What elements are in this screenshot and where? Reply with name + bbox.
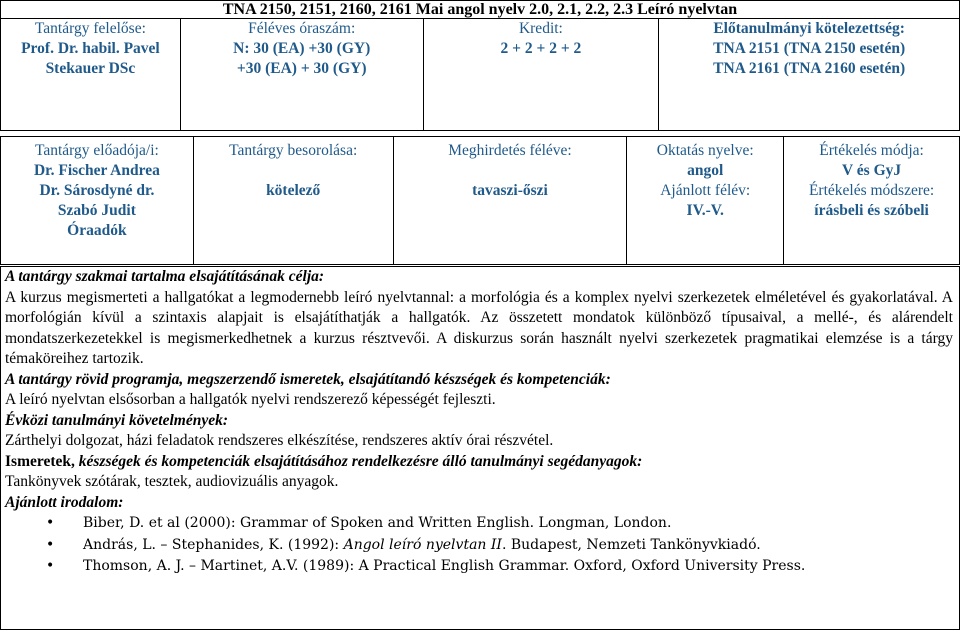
reference-item-3 [5,556,953,578]
cel-text: A kurzus megismerteti a hallgatókat a legmodernebb leíró nyelvtannal: a morfológia és a komplex nyelvi szerkezetek elméletével és gyakorlatával. A morfológián kívül a szintaxis alapjait is elsajátíthatják a hallgatók. Az összetett mondatok különböző típusaival, a mellé-, és alárendelt mondatszerkezetekkel is megismerkedhetnek a kurzus résztvevői. A diskurzus során használt nyelvi szerkezetek pragmatikai elemzése is a tárgy témaköreihez tartozik. [5,288,953,367]
eloado-name-4: Óraadók [67,222,127,239]
segedanyag-heading [5,452,953,473]
elotanulmany-value-2: TNA 2161 (TNA 2160 esetén) [713,60,906,77]
oraszam-value-2: +30 (EA) + 30 (GY) [236,60,367,77]
meghirdetes-cell [393,137,627,265]
elotanulmany-label: Előtanulmányi kötelezettség: [713,20,905,37]
kredit-cell [423,19,659,131]
meghirdetes-label: Meghirdetés féléve: [448,142,572,159]
bullet-icon: • [46,536,55,553]
segedanyag-heading-rest: készségek és kompetenciák elsajátításához rendelkezésre álló tanulmányi segédanyagok: [74,452,643,470]
header-table [0,0,960,131]
ertekeles-value: V és GyJ [842,162,902,179]
program-heading: A tantárgy rövid programja, megszerzendő ismeretek, elsajátítandó készségek és kompetenciák: [5,370,611,388]
eloado-label: Tantárgy előadója/i: [34,142,159,159]
modszer-value: írásbeli és szóbeli [814,202,929,219]
irodalom-heading: Ajánlott irodalom: [5,493,124,511]
oraszam-cell [180,19,423,131]
oraszam-value-1: N: 30 (EA) +30 (GY) [233,40,371,57]
reference-item-1 [5,513,953,535]
nyelv-cell [627,137,784,265]
evkozi-heading: Évközi tanulmányi követelmények: [5,411,229,429]
reference-text-2-pre: András, L. – Stephanides, K. (1992): [83,536,344,553]
bullet-icon: • [46,558,55,574]
nyelv-value: angol [687,162,724,179]
cel-heading: A tantárgy szakmai tartalma elsajátításának célja: [5,268,325,285]
felelos-cell [1,19,181,131]
eloado-cell [1,137,194,265]
segedanyag-text: Tankönyvek szótárak, tesztek, audiovizuális anyagok. [5,473,339,490]
evkozi-text: Zárthelyi dolgozat, házi feladatok rendszeres elkészítése, rendszeres aktív órai részvétel. [5,432,554,449]
besorolas-cell [193,137,393,265]
program-text: A leíró nyelvtan elsősorban a hallgatók nyelvi rendszerező képességét fejleszti. [5,391,496,408]
besorolas-label: Tantárgy besorolása: [229,142,358,159]
besorolas-value: kötelező [266,182,321,199]
ajanlott-value: IV.-V. [686,202,724,219]
felelos-name-2: Stekauer DSc [45,60,136,77]
elotanulmany-cell [659,19,960,131]
meghirdetes-value: tavaszi-őszi [472,182,548,199]
felelos-label: Tantárgy felelőse: [34,20,146,37]
segedanyag-heading-bold: Ismeretek, [5,452,75,470]
kredit-value: 2 + 2 + 2 + 2 [500,40,582,57]
modszer-label: Értékelés módszere: [808,182,935,199]
course-title: TNA 2150, 2151, 2160, 2161 Mai angol nyelv 2.0, 2.1, 2.2, 2.3 Leíró nyelvtan [1,1,960,19]
reference-text-3: Thomson, A. J. – Martinet, A.V. (1989): A Practical English Grammar. Oxford, Oxford University Press. [83,558,806,574]
ajanlott-label: Ajánlott félév: [660,182,751,199]
reference-text-2-post: . Budapest, Nemzeti Tankönyvkiadó. [501,536,761,553]
bullet-icon: • [46,515,55,531]
nyelv-label: Oktatás nyelve: [656,142,754,159]
oraszam-label: Féléves óraszám: [248,20,356,37]
description-box [0,266,960,630]
ertekeles-cell [784,137,960,265]
description-content [5,267,953,578]
reference-text-1: Biber, D. et al (2000): Grammar of Spoken and Written English. Longman, London. [83,515,672,531]
reference-text-2-title: Angol leíró nyelvtan II [343,536,502,553]
eloado-name-1: Dr. Fischer Andrea [33,162,160,179]
ertekeles-label: Értékelés módja: [819,142,924,159]
info-table [0,136,960,265]
eloado-name-3: Szabó Judit [57,202,136,219]
reference-list [5,513,953,578]
kredit-label: Kredit: [518,20,563,37]
felelos-name-1: Prof. Dr. habil. Pavel [21,40,160,57]
reference-item-2 [5,535,953,557]
elotanulmany-value-1: TNA 2151 (TNA 2150 esetén) [713,40,906,57]
eloado-name-2: Dr. Sárosdyné dr. [39,182,155,199]
